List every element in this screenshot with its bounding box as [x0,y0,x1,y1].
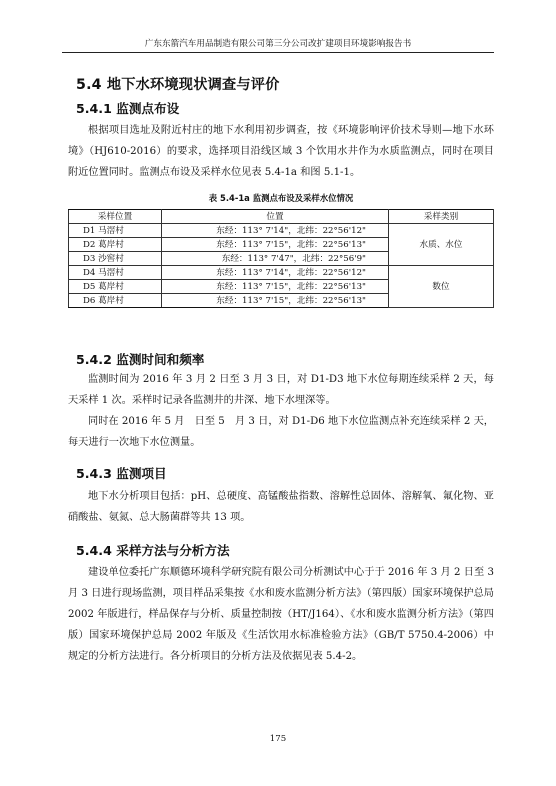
page-header: 广东东箭汽车用品制造有限公司第三分公司改扩建项目环境影响报告书 [62,38,494,53]
cell-location: 东经：113° 7'15"，北纬：22°56'13" [162,238,389,252]
monitoring-points-table [68,209,494,308]
cell-site: D5 葛岸村 [69,280,162,294]
cell-site: D1 马滘村 [69,224,162,238]
cell-site: D6 葛岸村 [69,294,162,308]
column-header-location: 位置 [162,210,389,224]
cell-location: 东经：113° 7'14"，北纬：22°56'12" [162,266,389,280]
cell-location: 东经：113° 7'47"，北纬：22°56'9" [162,252,389,266]
paragraph-sampling-methods: 建设单位委托广东顺德环境科学研究院有限公司分析测试中心于于 2016 年 3 月 2 日至 3 月 3 日进行现场监测，项目样品采集按《水和废水监测分析方法》（第四版）国家环境保护总局 2002 年版进行，样品保存与分析、质量控制按（HT/J164）、《水和废水监测分析方法》（第四版）国家环境保护总局 2002 年版及《生活饮用水标准检验方法》（GB/T 5750.4-2006）中规定的分析方法进行。各分析项目的分析方法及依据见表 5.4-2。 [68,567,494,662]
table-row [69,224,494,238]
table-header-row [69,210,494,224]
cell-location: 东经：113° 7'15"，北纬：22°56'13" [162,280,389,294]
subsection-title-5-4-2: 5.4.2 监测时间和频率 [76,352,205,367]
cell-site: D2 葛岸村 [69,238,162,252]
subsection-title-5-4-4: 5.4.4 采样方法与分析方法 [76,543,230,558]
table-caption: 表 5.4-1a 监测点布设及采样水位情况 [208,193,354,203]
subsection-title-5-4-1: 5.4.1 监测点布设 [76,101,180,116]
cell-location: 东经：113° 7'15"，北纬：22°56'13" [162,294,389,308]
subsection-title-5-4-3: 5.4.3 监测项目 [76,466,167,481]
cell-category: 数位 [389,266,494,308]
cell-site: D4 马滘村 [69,266,162,280]
cell-site: D3 沙窖村 [69,252,162,266]
page-number: 175 [269,734,287,744]
paragraph-supplementary-sampling: 同时在 2016 年 5 月 日至 5 月 3 日，对 D1-D6 地下水位监测点补充连续采样 2 天，每天进行一次地下水位测量。 [68,416,494,448]
paragraph-monitoring-layout: 根据项目选址及附近村庄的地下水利用初步调查，按《环境影响评价技术导则—地下水环境》（HJ610-2016）的要求，选择项目沿线区域 3 个饮用水井作为水质监测点，同时在项目附近位置同时。监测点布设及采样水位见表 5.4-1a 和图 5.1-1。 [68,125,494,178]
paragraph-monitoring-items: 地下水分析项目包括：pH、总硬度、高锰酸盐指数、溶解性总固体、溶解氧、氟化物、亚硝酸盐、氨氮、总大肠菌群等共 13 项。 [68,491,494,523]
column-header-site: 采样位置 [69,210,162,224]
section-title: 5.4 地下水环境现状调查与评价 [76,77,280,93]
table-row [69,266,494,280]
cell-category: 水质、水位 [389,224,494,266]
cell-location: 东经：113° 7'14"，北纬：22°56'12" [162,224,389,238]
column-header-category: 采样类别 [389,210,494,224]
paragraph-monitoring-time: 监测时间为 2016 年 3 月 2 日至 3 月 3 日，对 D1-D3 地下水位每期连续采样 2 天，每天采样 1 次。采样时记录各监测井的井深、地下水埋深等。 [68,374,494,406]
